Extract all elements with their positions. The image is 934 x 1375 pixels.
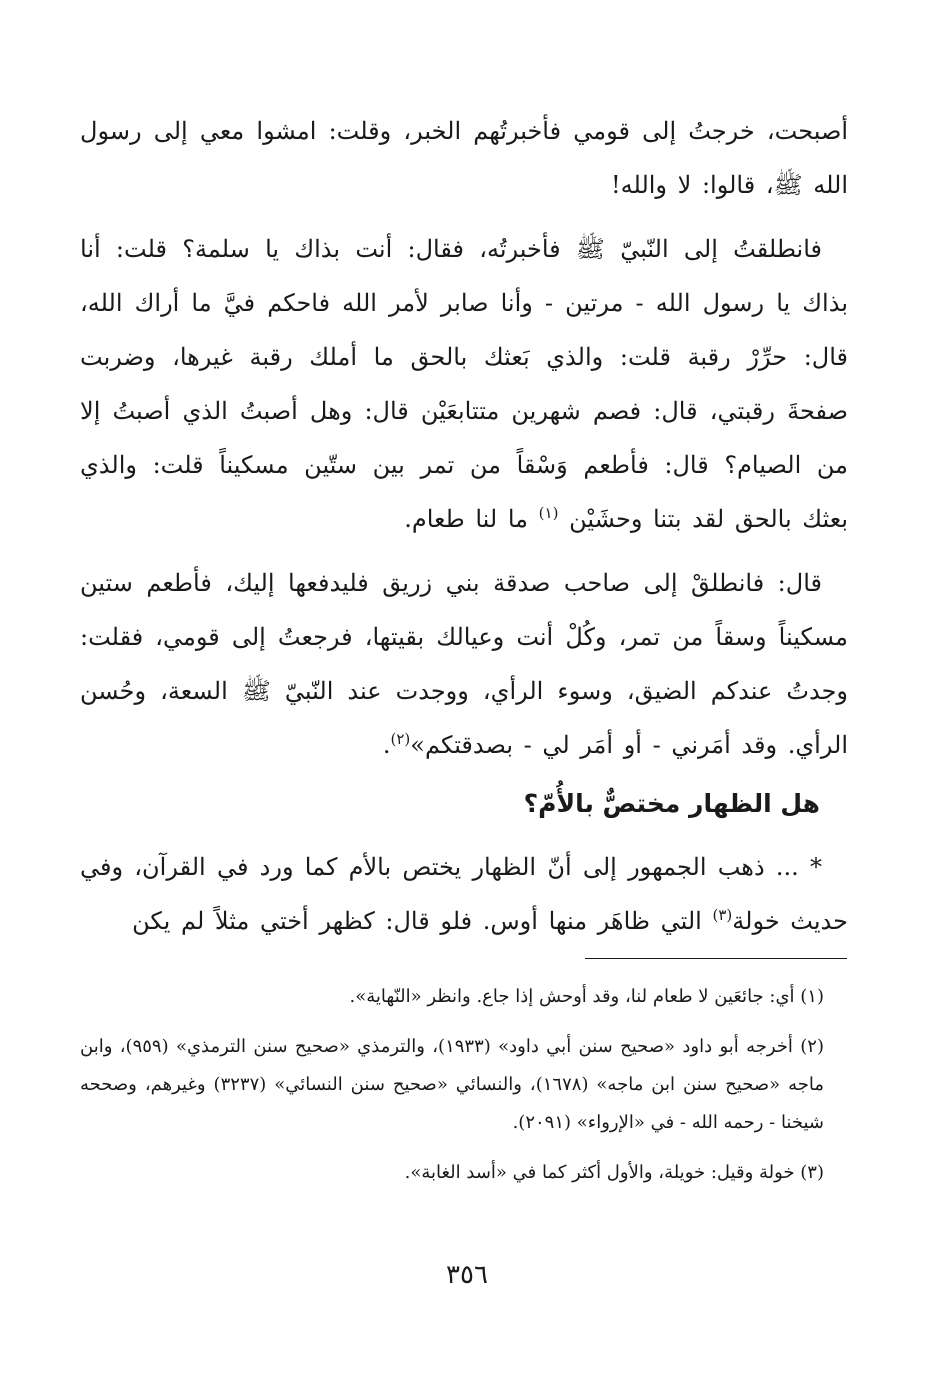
footnote-ref-3: (٣) xyxy=(712,906,733,924)
section-heading: هل الظهار مختصٌّ بالأُمّ؟ xyxy=(523,789,820,818)
paragraph-3-end: . xyxy=(382,731,391,759)
footnote-1: (١) أي: جائعَين لا طعام لنا، وقد أوحش إذا جاع. وانظر «النّهاية». xyxy=(349,986,824,1007)
paragraph-4 xyxy=(80,840,848,948)
footnote-separator xyxy=(585,958,847,959)
footnotes xyxy=(80,978,848,1204)
footnote-ref-2: (٢) xyxy=(390,730,411,748)
paragraph-2-end: ما لنا طعام. xyxy=(404,505,528,533)
paragraph-1: أصبحت، خرجتُ إلى قومي فأخبرتُهم الخبر، وقلت: امشوا معي إلى رسول الله ﷺ، قالوا: لا والله! xyxy=(80,117,849,199)
paragraph-2-text: فانطلقتُ إلى النّبيّ ﷺ فأخبرتُه، فقال: أنت بذاك يا سلمة؟ قلت: أنا بذاك يا رسول الله - مرتين - وأنا صابر لأمر الله فاحكم فيَّ ما أراك الله، قال: حرِّرْ رقبة قلت: والذي بَعثك بالحق ما أملك رقبة غيرها، وضربت صفحةَ رقبتي، قال: فصم شهرين متتابعَيْن قال: وهل أصبتُ الذي أصبتُ إلا من الصيام؟ قال: فأطعم وَسْقاً من تمر بين ستّين مسكيناً قلت: والذي بعثك بالحق لقد بتنا وحشَيْن xyxy=(80,235,848,533)
paragraph-3-text: قال: فانطلقْ إلى صاحب صدقة بني زريق فليدفعها إليك، فأطعم ستين مسكيناً وسقاً من تمر، وكُلْ أنت وعيالك بقيتها، فرجعتُ إلى قومي، فقلت: وجدتُ عندكم الضيق، وسوء الرأي، ووجدت عند النّبيّ ﷺ السعة، وحُسن الرأي. وقد أمَرني - أو أمَر لي - بصدقتكم» xyxy=(80,569,848,759)
footnote-ref-1: (١) xyxy=(538,504,559,522)
footnote-3: (٣) خولة وقيل: خويلة، والأول أكثر كما في «أسد الغابة». xyxy=(404,1162,824,1183)
paragraph-4-text: * ... ذهب الجمهور إلى أنّ الظهار يختص بالأم كما ورد في القرآن، وفي حديث خولة xyxy=(80,853,848,935)
paragraph-2 xyxy=(80,222,848,546)
main-text xyxy=(80,104,848,958)
paragraph-3 xyxy=(80,556,848,772)
paragraph-4-end: التي ظاهَر منها أوس. فلو قال: كظهر أختي مثلاً لم يكن xyxy=(132,907,702,935)
page-number: ٣٥٦ xyxy=(446,1260,488,1290)
footnote-2: (٢) أخرجه أبو داود «صحيح سنن أبي داود» (١٩٣٣)، والترمذي «صحيح سنن الترمذي» (٩٥٩)، وابن ماجه «صحيح سنن ابن ماجه» (١٦٧٨)، والنسائي «صحيح سنن النسائي» (٣٢٣٧) وغيرهم، وصححه شيخنا - رحمه الله - في «الإرواء» (٢٠٩١). xyxy=(80,1036,824,1133)
